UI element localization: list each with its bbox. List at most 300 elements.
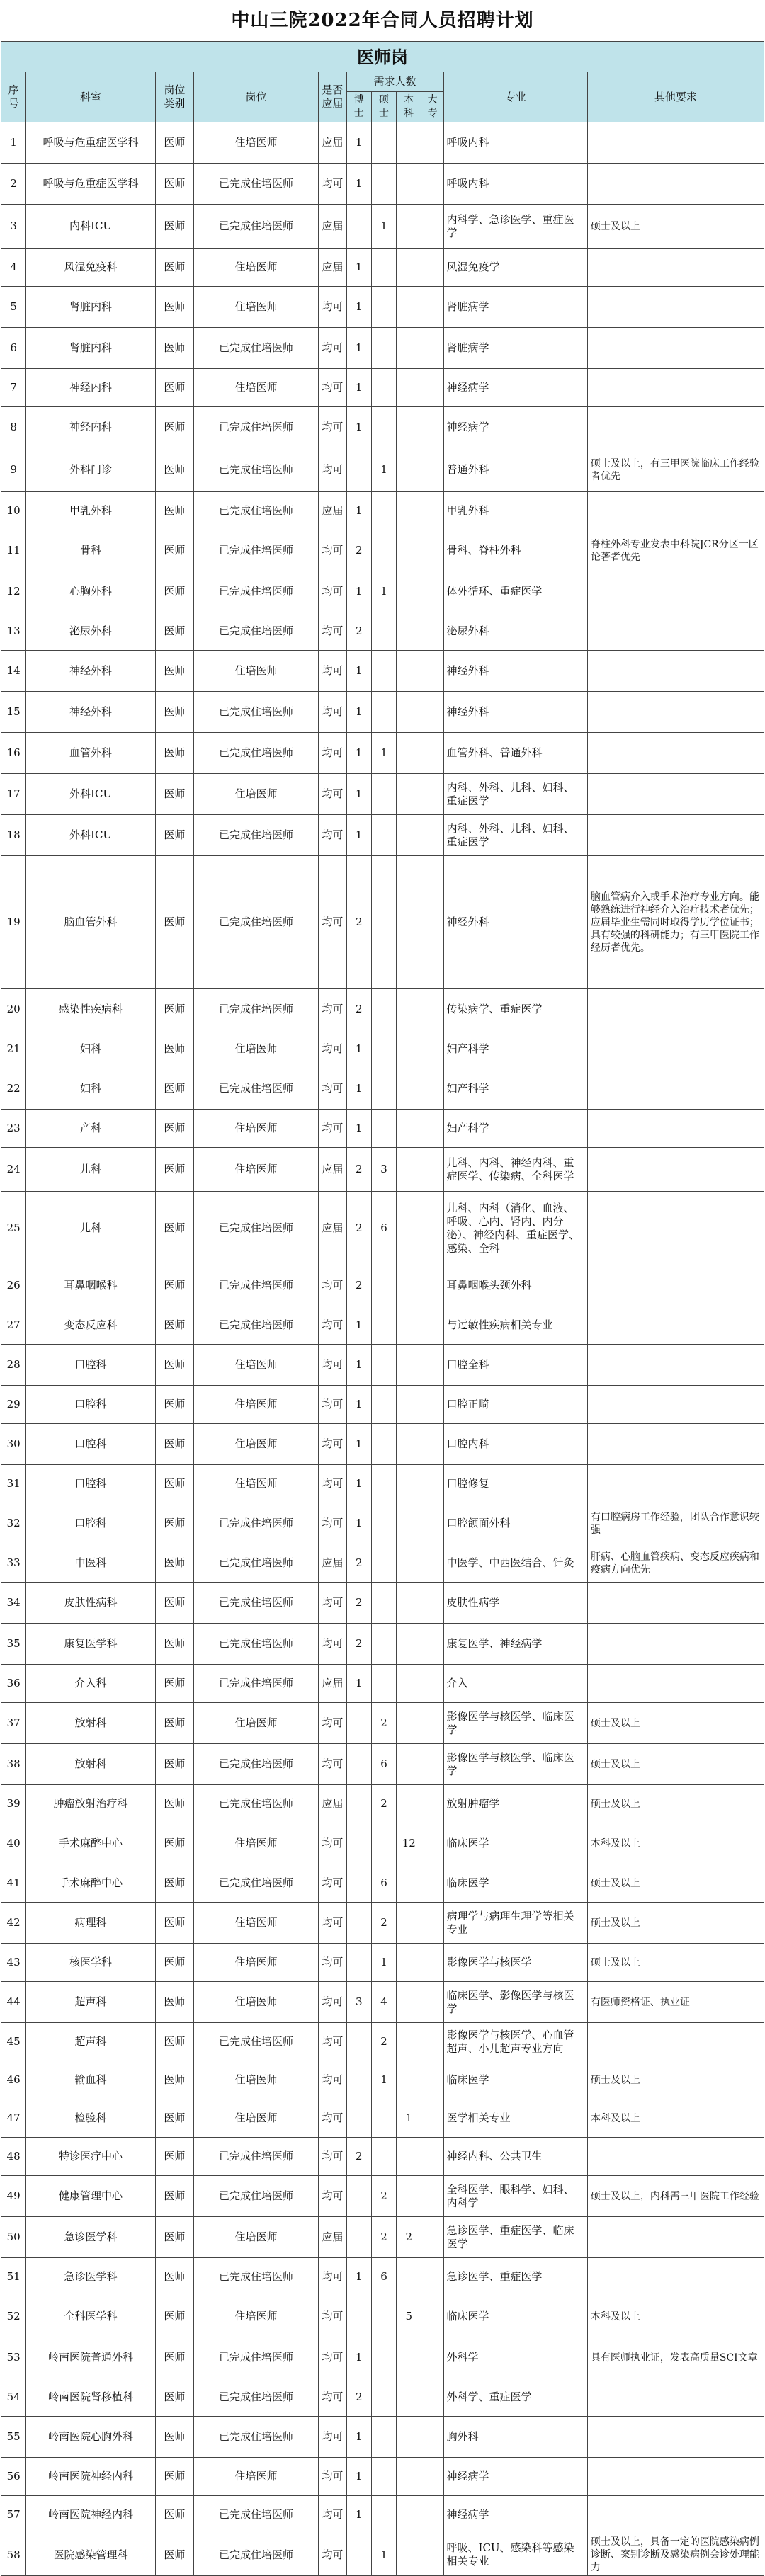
cell-dept: 介入科 (26, 1665, 156, 1703)
cell-other (587, 1583, 764, 1624)
cell-dept: 感染性疾病科 (26, 989, 156, 1030)
column-header-row (1, 72, 764, 92)
cell-category: 医师 (155, 407, 193, 448)
cell-college (421, 205, 443, 249)
table-row (1, 2496, 764, 2534)
cell-dept: 输血科 (26, 2061, 156, 2099)
cell-fresh-grad: 均可 (319, 1583, 346, 1624)
cell-master (371, 1030, 396, 1068)
table-row (1, 1903, 764, 1944)
cell-bachelor (397, 612, 421, 651)
cell-phd: 2 (346, 2378, 371, 2417)
cell-no: 15 (1, 692, 26, 733)
cell-category: 医师 (155, 1465, 193, 1503)
cell-college (421, 1944, 443, 1982)
table-row (1, 815, 764, 856)
cell-dept: 内科ICU (26, 205, 156, 249)
cell-phd: 2 (346, 1624, 371, 1665)
table-row (1, 407, 764, 448)
cell-fresh-grad: 均可 (319, 692, 346, 733)
cell-fresh-grad: 应届 (319, 1665, 346, 1703)
cell-college (421, 2023, 443, 2061)
cell-dept: 肿瘤放射治疗科 (26, 1785, 156, 1823)
cell-bachelor (397, 1744, 421, 1785)
table-row (1, 1864, 764, 1903)
cell-no: 9 (1, 448, 26, 492)
cell-bachelor (397, 1386, 421, 1424)
cell-no: 29 (1, 1386, 26, 1424)
cell-no: 44 (1, 1982, 26, 2023)
cell-major: 临床医学 (443, 2061, 587, 2099)
cell-no: 49 (1, 2176, 26, 2217)
cell-dept: 超声科 (26, 1982, 156, 2023)
cell-position: 住培医师 (193, 1944, 318, 1982)
table-row (1, 733, 764, 774)
cell-category: 医师 (155, 448, 193, 492)
cell-college (421, 612, 443, 651)
cell-position: 住培医师 (193, 122, 318, 164)
cell-position: 住培医师 (193, 369, 318, 407)
table-row (1, 1982, 764, 2023)
cell-fresh-grad: 均可 (319, 2337, 346, 2378)
cell-dept: 核医学科 (26, 1944, 156, 1982)
cell-fresh-grad: 应届 (319, 122, 346, 164)
cell-college (421, 1265, 443, 1306)
cell-bachelor: 2 (397, 2217, 421, 2258)
cell-position: 已完成住培医师 (193, 1306, 318, 1345)
cell-college (421, 1583, 443, 1624)
cell-other: 硕士及以上 (587, 1703, 764, 1744)
cell-bachelor (397, 369, 421, 407)
cell-college (421, 1306, 443, 1345)
cell-college (421, 733, 443, 774)
cell-master (371, 612, 396, 651)
header-fresh-grad: 是否应届 (319, 72, 346, 122)
cell-phd: 1 (346, 2496, 371, 2534)
cell-phd: 1 (346, 2258, 371, 2296)
cell-other: 硕士及以上 (587, 1785, 764, 1823)
cell-major: 康复医学、神经病学 (443, 1624, 587, 1665)
cell-other (587, 692, 764, 733)
cell-phd: 1 (346, 287, 371, 328)
cell-category: 医师 (155, 530, 193, 571)
cell-other (587, 287, 764, 328)
cell-master: 2 (371, 2023, 396, 2061)
cell-fresh-grad: 应届 (319, 1192, 346, 1265)
cell-fresh-grad: 均可 (319, 1624, 346, 1665)
cell-other (587, 2496, 764, 2534)
cell-phd: 1 (346, 1665, 371, 1703)
cell-college (421, 2258, 443, 2296)
cell-college (421, 1068, 443, 1110)
cell-major: 外科学 (443, 2337, 587, 2378)
cell-phd: 2 (346, 1544, 371, 1583)
cell-dept: 岭南医院神经内科 (26, 2496, 156, 2534)
cell-phd: 1 (346, 122, 371, 164)
cell-phd: 2 (346, 1583, 371, 1624)
cell-major: 皮肤性病学 (443, 1583, 587, 1624)
cell-position: 已完成住培医师 (193, 2534, 318, 2576)
cell-no: 27 (1, 1306, 26, 1345)
cell-position: 已完成住培医师 (193, 1665, 318, 1703)
cell-master (371, 651, 396, 692)
cell-position: 已完成住培医师 (193, 448, 318, 492)
cell-position: 已完成住培医师 (193, 1503, 318, 1544)
cell-position: 住培医师 (193, 2458, 318, 2496)
cell-college (421, 692, 443, 733)
cell-other: 本科及以上 (587, 1823, 764, 1864)
table-row (1, 1665, 764, 1703)
cell-fresh-grad: 应届 (319, 205, 346, 249)
cell-fresh-grad: 均可 (319, 815, 346, 856)
cell-position: 已完成住培医师 (193, 1068, 318, 1110)
cell-no: 24 (1, 1148, 26, 1192)
cell-dept: 中医科 (26, 1544, 156, 1583)
cell-major: 甲乳外科 (443, 492, 587, 530)
cell-position: 住培医师 (193, 2099, 318, 2138)
cell-master (371, 1386, 396, 1424)
header-demand: 需求人数 (346, 72, 443, 92)
cell-phd: 2 (346, 612, 371, 651)
cell-category: 医师 (155, 2534, 193, 2576)
cell-major: 急诊医学、重症医学、临床医学 (443, 2217, 587, 2258)
cell-other (587, 1068, 764, 1110)
table-row (1, 1306, 764, 1345)
cell-fresh-grad: 均可 (319, 1465, 346, 1503)
cell-other: 硕士及以上，内科需三甲医院工作经验 (587, 2176, 764, 2217)
cell-phd (346, 1823, 371, 1864)
cell-phd (346, 2061, 371, 2099)
cell-bachelor (397, 1424, 421, 1465)
cell-category: 医师 (155, 1864, 193, 1903)
cell-major: 神经外科 (443, 692, 587, 733)
cell-other (587, 1030, 764, 1068)
cell-college (421, 651, 443, 692)
table-row (1, 774, 764, 815)
cell-master (371, 164, 396, 205)
table-row (1, 571, 764, 612)
table-row (1, 164, 764, 205)
cell-category: 医师 (155, 122, 193, 164)
cell-category: 医师 (155, 651, 193, 692)
cell-no: 23 (1, 1110, 26, 1148)
cell-phd (346, 1864, 371, 1903)
table-row (1, 2176, 764, 2217)
cell-other (587, 815, 764, 856)
cell-fresh-grad: 均可 (319, 612, 346, 651)
cell-no: 47 (1, 2099, 26, 2138)
cell-other: 硕士及以上 (587, 1903, 764, 1944)
cell-position: 已完成住培医师 (193, 1624, 318, 1665)
cell-major: 口腔正畸 (443, 1386, 587, 1424)
cell-master (371, 774, 396, 815)
cell-master: 2 (371, 1703, 396, 1744)
cell-position: 住培医师 (193, 1465, 318, 1503)
cell-category: 医师 (155, 1544, 193, 1583)
cell-no: 1 (1, 122, 26, 164)
cell-major: 内科、外科、儿科、妇科、重症医学 (443, 815, 587, 856)
cell-fresh-grad: 均可 (319, 407, 346, 448)
cell-no: 28 (1, 1345, 26, 1386)
cell-bachelor (397, 2061, 421, 2099)
cell-major: 妇产科学 (443, 1030, 587, 1068)
cell-category: 医师 (155, 1583, 193, 1624)
cell-category: 医师 (155, 1265, 193, 1306)
cell-master: 2 (371, 1903, 396, 1944)
table-row (1, 1030, 764, 1068)
cell-bachelor (397, 492, 421, 530)
cell-bachelor (397, 856, 421, 989)
cell-position: 已完成住培医师 (193, 164, 318, 205)
cell-college (421, 815, 443, 856)
cell-master (371, 1265, 396, 1306)
cell-phd (346, 2534, 371, 2576)
cell-bachelor: 5 (397, 2296, 421, 2337)
cell-category: 医师 (155, 774, 193, 815)
cell-major: 医学相关专业 (443, 2099, 587, 2138)
cell-master: 2 (371, 2176, 396, 2217)
cell-master (371, 1424, 396, 1465)
cell-college (421, 2417, 443, 2458)
cell-bachelor (397, 1544, 421, 1583)
cell-major: 妇产科学 (443, 1110, 587, 1148)
cell-fresh-grad: 均可 (319, 1823, 346, 1864)
cell-no: 52 (1, 2296, 26, 2337)
cell-major: 临床医学 (443, 2296, 587, 2337)
cell-bachelor (397, 1703, 421, 1744)
table-row (1, 249, 764, 287)
cell-bachelor (397, 205, 421, 249)
table-row (1, 2378, 764, 2417)
cell-college (421, 2099, 443, 2138)
cell-bachelor (397, 1192, 421, 1265)
cell-college (421, 1192, 443, 1265)
cell-phd: 1 (346, 651, 371, 692)
cell-dept: 耳鼻咽喉科 (26, 1265, 156, 1306)
cell-college (421, 1345, 443, 1386)
cell-phd: 3 (346, 1982, 371, 2023)
cell-dept: 脑血管外科 (26, 856, 156, 989)
cell-major: 泌尿外科 (443, 612, 587, 651)
cell-bachelor (397, 2337, 421, 2378)
cell-college (421, 2138, 443, 2176)
cell-master (371, 122, 396, 164)
cell-major: 影像医学与核医学、临床医学 (443, 1744, 587, 1785)
cell-position: 住培医师 (193, 1386, 318, 1424)
cell-other: 脑血管病介入或手术治疗专业方向。能够熟练进行神经介入治疗技术者优先；应届毕业生需同时取得学历学位证书；具有较强的科研能力；有三甲医院工作经历者优先。 (587, 856, 764, 989)
cell-college (421, 1903, 443, 1944)
cell-other (587, 2458, 764, 2496)
cell-position: 已完成住培医师 (193, 989, 318, 1030)
cell-bachelor (397, 2496, 421, 2534)
table-row (1, 2458, 764, 2496)
table-row (1, 1744, 764, 1785)
cell-dept: 妇科 (26, 1068, 156, 1110)
cell-fresh-grad: 均可 (319, 2534, 346, 2576)
table-row (1, 492, 764, 530)
cell-position: 已完成住培医师 (193, 733, 318, 774)
cell-major: 普通外科 (443, 448, 587, 492)
cell-master (371, 249, 396, 287)
cell-dept: 岭南医院心胸外科 (26, 2417, 156, 2458)
cell-dept: 病理科 (26, 1903, 156, 1944)
cell-master (371, 1624, 396, 1665)
cell-master: 1 (371, 448, 396, 492)
cell-no: 19 (1, 856, 26, 989)
cell-bachelor (397, 1864, 421, 1903)
cell-other (587, 1465, 764, 1503)
cell-position: 已完成住培医师 (193, 856, 318, 989)
table-row (1, 328, 764, 369)
cell-master (371, 1503, 396, 1544)
cell-fresh-grad: 均可 (319, 733, 346, 774)
cell-phd (346, 1744, 371, 1785)
cell-fresh-grad: 应届 (319, 492, 346, 530)
cell-no: 4 (1, 249, 26, 287)
cell-master: 2 (371, 2217, 396, 2258)
cell-dept: 全科医学科 (26, 2296, 156, 2337)
cell-major: 呼吸、ICU、感染科等感染相关专业 (443, 2534, 587, 2576)
cell-college (421, 1785, 443, 1823)
cell-bachelor (397, 1306, 421, 1345)
section-title: 医师岗 (1, 42, 764, 72)
cell-college (421, 989, 443, 1030)
cell-major: 内科学、急诊医学、重症医学 (443, 205, 587, 249)
cell-other: 硕士及以上，具备一定的医院感染病例诊断、案别诊断及感染病例会诊处理能力 (587, 2534, 764, 2576)
cell-fresh-grad: 均可 (319, 651, 346, 692)
header-college: 大专 (421, 92, 443, 122)
cell-major: 肾脏病学 (443, 328, 587, 369)
cell-no: 34 (1, 1583, 26, 1624)
cell-dept: 泌尿外科 (26, 612, 156, 651)
cell-bachelor (397, 1624, 421, 1665)
cell-position: 已完成住培医师 (193, 692, 318, 733)
cell-phd (346, 1903, 371, 1944)
cell-dept: 心胸外科 (26, 571, 156, 612)
cell-phd: 1 (346, 249, 371, 287)
cell-category: 医师 (155, 1785, 193, 1823)
cell-master (371, 692, 396, 733)
table-row (1, 2296, 764, 2337)
cell-other: 硕士及以上 (587, 1864, 764, 1903)
cell-phd: 2 (346, 2138, 371, 2176)
cell-position: 住培医师 (193, 2217, 318, 2258)
cell-master: 1 (371, 571, 396, 612)
cell-no: 55 (1, 2417, 26, 2458)
page-title: 中山三院2022年合同人员招聘计划 (231, 10, 534, 31)
cell-master (371, 407, 396, 448)
cell-no: 53 (1, 2337, 26, 2378)
cell-bachelor (397, 448, 421, 492)
cell-phd: 1 (346, 1424, 371, 1465)
table-row (1, 989, 764, 1030)
cell-category: 医师 (155, 1030, 193, 1068)
cell-major: 神经内科、公共卫生 (443, 2138, 587, 2176)
cell-dept: 血管外科 (26, 733, 156, 774)
cell-position: 住培医师 (193, 1982, 318, 2023)
cell-position: 已完成住培医师 (193, 492, 318, 530)
cell-category: 医师 (155, 2458, 193, 2496)
cell-other (587, 774, 764, 815)
cell-bachelor (397, 2378, 421, 2417)
cell-phd: 2 (346, 530, 371, 571)
table-row (1, 1345, 764, 1386)
cell-master: 6 (371, 1744, 396, 1785)
cell-dept: 放射科 (26, 1744, 156, 1785)
cell-other: 具有医师执业证，发表高质量SCI文章 (587, 2337, 764, 2378)
cell-fresh-grad: 均可 (319, 448, 346, 492)
cell-no: 40 (1, 1823, 26, 1864)
cell-position: 住培医师 (193, 1030, 318, 1068)
cell-major: 呼吸内科 (443, 164, 587, 205)
cell-fresh-grad: 均可 (319, 1386, 346, 1424)
cell-no: 10 (1, 492, 26, 530)
cell-category: 医师 (155, 205, 193, 249)
cell-phd (346, 2296, 371, 2337)
cell-college (421, 407, 443, 448)
cell-major: 体外循环、重症医学 (443, 571, 587, 612)
cell-other (587, 612, 764, 651)
cell-category: 医师 (155, 1306, 193, 1345)
cell-bachelor (397, 328, 421, 369)
cell-phd: 1 (346, 1386, 371, 1424)
cell-fresh-grad: 均可 (319, 2496, 346, 2534)
cell-no: 18 (1, 815, 26, 856)
cell-fresh-grad: 均可 (319, 989, 346, 1030)
cell-phd: 1 (346, 733, 371, 774)
cell-master: 2 (371, 1785, 396, 1823)
cell-category: 医师 (155, 2337, 193, 2378)
cell-dept: 儿科 (26, 1148, 156, 1192)
cell-fresh-grad: 均可 (319, 2176, 346, 2217)
cell-no: 33 (1, 1544, 26, 1583)
table-row (1, 1944, 764, 1982)
cell-other (587, 1624, 764, 1665)
cell-master (371, 530, 396, 571)
cell-position: 已完成住培医师 (193, 2023, 318, 2061)
cell-major: 耳鼻咽喉头颈外科 (443, 1265, 587, 1306)
cell-fresh-grad: 应届 (319, 1785, 346, 1823)
cell-fresh-grad: 均可 (319, 774, 346, 815)
cell-dept: 急诊医学科 (26, 2258, 156, 2296)
cell-other (587, 2023, 764, 2061)
cell-phd (346, 205, 371, 249)
cell-bachelor (397, 1785, 421, 1823)
cell-no: 30 (1, 1424, 26, 1465)
cell-other: 硕士及以上 (587, 205, 764, 249)
cell-fresh-grad: 均可 (319, 287, 346, 328)
cell-fresh-grad: 均可 (319, 2023, 346, 2061)
cell-position: 已完成住培医师 (193, 571, 318, 612)
cell-category: 医师 (155, 2176, 193, 2217)
cell-fresh-grad: 均可 (319, 2258, 346, 2296)
cell-category: 医师 (155, 1982, 193, 2023)
cell-other: 本科及以上 (587, 2296, 764, 2337)
table-row (1, 651, 764, 692)
cell-fresh-grad: 均可 (319, 2458, 346, 2496)
cell-fresh-grad: 均可 (319, 1864, 346, 1903)
cell-bachelor (397, 1030, 421, 1068)
cell-dept: 风湿免疫科 (26, 249, 156, 287)
cell-fresh-grad: 均可 (319, 2378, 346, 2417)
cell-no: 43 (1, 1944, 26, 1982)
cell-position: 住培医师 (193, 1345, 318, 1386)
cell-dept: 产科 (26, 1110, 156, 1148)
header-dept: 科室 (26, 72, 156, 122)
cell-major: 传染病学、重症医学 (443, 989, 587, 1030)
cell-other (587, 2138, 764, 2176)
table-row (1, 2061, 764, 2099)
